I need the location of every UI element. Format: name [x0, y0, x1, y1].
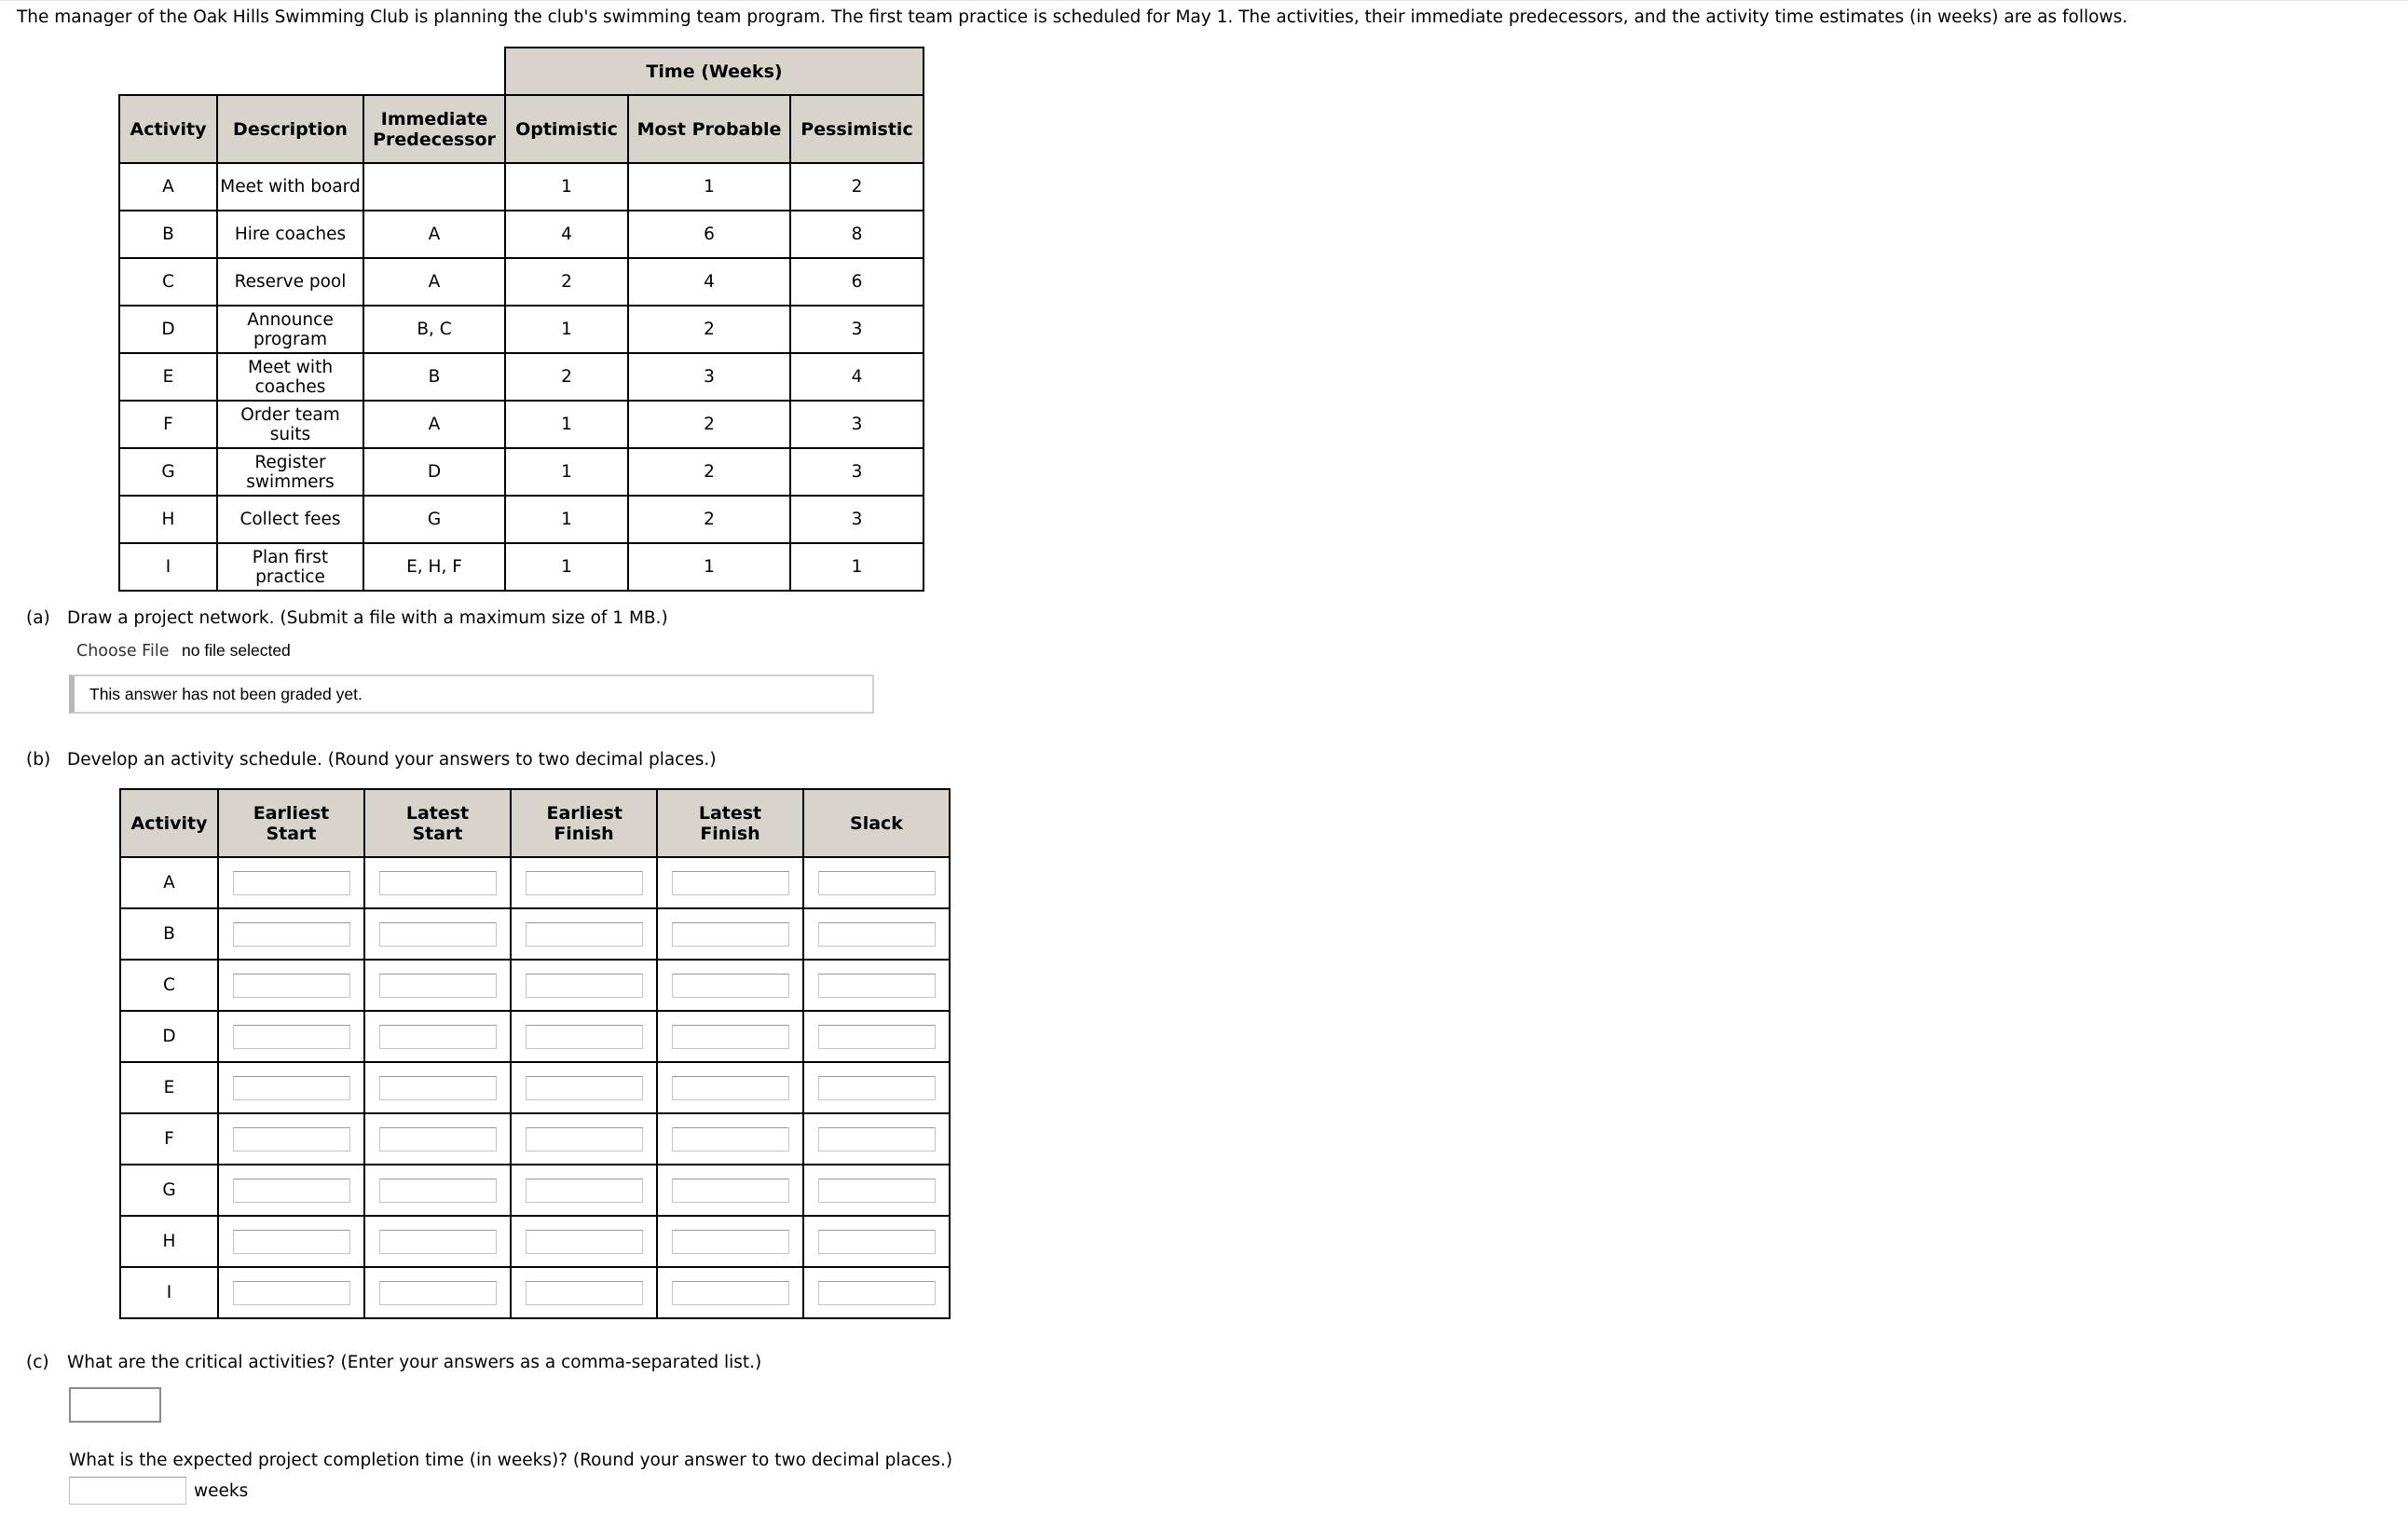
description-cell: Hire coaches	[217, 211, 363, 258]
predecessor-cell	[363, 163, 505, 211]
latest-finish-input[interactable]	[672, 1127, 789, 1152]
schedule-cell	[803, 1165, 950, 1216]
col-header-activity: Activity	[120, 789, 218, 857]
schedule-cell	[511, 1165, 657, 1216]
slack-input[interactable]	[818, 1230, 936, 1254]
activity-cell: H	[120, 1216, 218, 1267]
schedule-cell	[364, 1113, 511, 1165]
estimates-body	[119, 163, 924, 591]
pessimistic-cell: 3	[790, 306, 924, 353]
schedule-cell	[803, 960, 950, 1011]
part-b-text: Develop an activity schedule. (Round your answers to two decimal places.)	[67, 750, 717, 770]
activity-cell: G	[120, 1165, 218, 1216]
optimistic-cell: 4	[505, 211, 628, 258]
optimistic-cell: 2	[505, 258, 628, 306]
pessimistic-cell: 1	[790, 543, 924, 591]
weeks-unit-label: weeks	[194, 1481, 249, 1501]
part-a-label: (a)	[26, 608, 50, 628]
most-probable-cell: 1	[628, 543, 790, 591]
latest-finish-input[interactable]	[672, 922, 789, 947]
col-header-latest-finish: Latest Finish	[657, 789, 803, 857]
most-probable-cell: 4	[628, 258, 790, 306]
slack-input[interactable]	[818, 871, 936, 895]
schedule-cell	[657, 1165, 803, 1216]
schedule-cell	[657, 960, 803, 1011]
latest-start-input[interactable]	[379, 871, 497, 895]
schedule-cell	[511, 1216, 657, 1267]
activity-cell: E	[120, 1062, 218, 1113]
col-header-slack: Slack	[803, 789, 950, 857]
schedule-cell	[218, 908, 364, 960]
latest-start-input[interactable]	[379, 1025, 497, 1049]
schedule-cell	[803, 908, 950, 960]
schedule-cell	[803, 857, 950, 908]
part-c-question	[26, 1353, 761, 1372]
schedule-cell	[511, 1267, 657, 1318]
pessimistic-cell: 3	[790, 401, 924, 448]
earliest-finish-input[interactable]	[526, 922, 643, 947]
schedule-row	[120, 1011, 950, 1062]
activity-cell: D	[120, 1011, 218, 1062]
pessimistic-cell: 8	[790, 211, 924, 258]
earliest-start-input[interactable]	[233, 1127, 350, 1152]
predecessor-cell: A	[363, 211, 505, 258]
earliest-start-input[interactable]	[233, 1281, 350, 1305]
critical-activities-input[interactable]	[69, 1387, 161, 1423]
schedule-cell	[657, 1267, 803, 1318]
col-header-earliest-finish: Earliest Finish	[511, 789, 657, 857]
latest-start-input[interactable]	[379, 1179, 497, 1203]
schedule-cell	[803, 1062, 950, 1113]
schedule-cell	[803, 1113, 950, 1165]
table-row	[119, 353, 924, 401]
activity-cell: H	[119, 496, 217, 543]
activity-cell: I	[120, 1267, 218, 1318]
description-cell: Order team suits	[217, 401, 363, 448]
optimistic-cell: 1	[505, 401, 628, 448]
schedule-cell	[803, 1216, 950, 1267]
schedule-row	[120, 1267, 950, 1318]
schedule-cell	[657, 908, 803, 960]
most-probable-cell: 2	[628, 448, 790, 496]
latest-finish-input[interactable]	[672, 1025, 789, 1049]
activity-cell: B	[120, 908, 218, 960]
schedule-cell	[511, 1113, 657, 1165]
most-probable-cell: 1	[628, 163, 790, 211]
table-row	[119, 496, 924, 543]
slack-input[interactable]	[818, 1179, 936, 1203]
latest-finish-input[interactable]	[672, 974, 789, 998]
slack-input[interactable]	[818, 1025, 936, 1049]
earliest-start-input[interactable]	[233, 974, 350, 998]
schedule-cell	[803, 1267, 950, 1318]
activity-cell: A	[119, 163, 217, 211]
activity-schedule-table	[119, 788, 951, 1319]
schedule-cell	[511, 908, 657, 960]
schedule-row	[120, 1165, 950, 1216]
file-status: no file selected	[182, 641, 291, 660]
schedule-cell	[218, 1267, 364, 1318]
description-cell: Meet with board	[217, 163, 363, 211]
activity-cell: E	[119, 353, 217, 401]
optimistic-cell: 1	[505, 496, 628, 543]
problem-intro: The manager of the Oak Hills Swimming Club is planning the club's swimming team program. The first team practice is scheduled for May 1. The activities, their immediate predecessors, and the activity time estimates (in weeks) are as follows.	[17, 7, 2128, 27]
schedule-cell	[364, 1165, 511, 1216]
pessimistic-cell: 3	[790, 496, 924, 543]
schedule-cell	[657, 1216, 803, 1267]
col-header-description: Description	[217, 95, 363, 163]
latest-finish-input[interactable]	[672, 1230, 789, 1254]
part-a-question	[26, 608, 668, 628]
schedule-cell	[218, 1011, 364, 1062]
part-b-question	[26, 750, 717, 770]
schedule-cell	[218, 1113, 364, 1165]
file-upload	[76, 641, 291, 661]
description-cell: Meet with coaches	[217, 353, 363, 401]
earliest-start-input[interactable]	[233, 1025, 350, 1049]
col-header-optimistic: Optimistic	[505, 95, 628, 163]
col-header-earliest-start: Earliest Start	[218, 789, 364, 857]
description-cell: Announce program	[217, 306, 363, 353]
table-row	[119, 448, 924, 496]
most-probable-cell: 2	[628, 496, 790, 543]
activity-cell: C	[119, 258, 217, 306]
most-probable-cell: 3	[628, 353, 790, 401]
schedule-cell	[657, 1011, 803, 1062]
latest-start-input[interactable]	[379, 922, 497, 947]
activity-cell: F	[120, 1113, 218, 1165]
predecessor-cell: A	[363, 258, 505, 306]
latest-start-input[interactable]	[379, 1281, 497, 1305]
earliest-finish-input[interactable]	[526, 1179, 643, 1203]
schedule-cell	[364, 908, 511, 960]
most-probable-cell: 6	[628, 211, 790, 258]
table-row	[119, 163, 924, 211]
latest-finish-input[interactable]	[672, 1076, 789, 1100]
schedule-row	[120, 1113, 950, 1165]
earliest-start-input[interactable]	[233, 1230, 350, 1254]
schedule-cell	[364, 857, 511, 908]
slack-input[interactable]	[818, 1127, 936, 1152]
activity-cell: D	[119, 306, 217, 353]
activity-cell: I	[119, 543, 217, 591]
earliest-finish-input[interactable]	[526, 1076, 643, 1100]
predecessor-cell: D	[363, 448, 505, 496]
schedule-cell	[218, 1062, 364, 1113]
latest-start-input[interactable]	[379, 1127, 497, 1152]
slack-input[interactable]	[818, 922, 936, 947]
schedule-row	[120, 908, 950, 960]
optimistic-cell: 1	[505, 448, 628, 496]
predecessor-cell: G	[363, 496, 505, 543]
schedule-cell	[218, 960, 364, 1011]
schedule-cell	[657, 1062, 803, 1113]
earliest-start-input[interactable]	[233, 922, 350, 947]
schedule-row	[120, 1062, 950, 1113]
schedule-cell	[657, 857, 803, 908]
schedule-cell	[218, 857, 364, 908]
part-c-label: (c)	[26, 1353, 49, 1372]
latest-finish-input[interactable]	[672, 1281, 789, 1305]
most-probable-cell: 2	[628, 306, 790, 353]
choose-file-button[interactable]: Choose File	[76, 642, 170, 661]
graded-note: This answer has not been graded yet.	[69, 675, 874, 714]
slack-input[interactable]	[818, 1076, 936, 1100]
schedule-cell	[803, 1011, 950, 1062]
schedule-cell	[364, 1062, 511, 1113]
table-row	[119, 543, 924, 591]
activity-cell: C	[120, 960, 218, 1011]
col-header-predecessor: Immediate Predecessor	[363, 95, 505, 163]
schedule-cell	[218, 1216, 364, 1267]
most-probable-cell: 2	[628, 401, 790, 448]
schedule-cell	[511, 960, 657, 1011]
latest-start-input[interactable]	[379, 1230, 497, 1254]
schedule-row	[120, 857, 950, 908]
predecessor-cell: A	[363, 401, 505, 448]
table-row	[119, 211, 924, 258]
table-row	[119, 401, 924, 448]
latest-start-input[interactable]	[379, 1076, 497, 1100]
completion-time-question: What is the expected project completion time (in weeks)? (Round your answer to two decimal places.)	[69, 1451, 953, 1470]
earliest-finish-input[interactable]	[526, 1025, 643, 1049]
earliest-finish-input[interactable]	[526, 871, 643, 895]
predecessor-cell: E, H, F	[363, 543, 505, 591]
table-row	[119, 306, 924, 353]
pessimistic-cell: 4	[790, 353, 924, 401]
col-header-latest-start: Latest Start	[364, 789, 511, 857]
optimistic-cell: 1	[505, 163, 628, 211]
optimistic-cell: 2	[505, 353, 628, 401]
activity-cell: B	[119, 211, 217, 258]
slack-input[interactable]	[818, 974, 936, 998]
part-b-label: (b)	[26, 750, 51, 770]
earliest-start-input[interactable]	[233, 871, 350, 895]
optimistic-cell: 1	[505, 543, 628, 591]
predecessor-cell: B	[363, 353, 505, 401]
time-weeks-header: Time (Weeks)	[505, 48, 924, 95]
schedule-row	[120, 960, 950, 1011]
pessimistic-cell: 2	[790, 163, 924, 211]
slack-input[interactable]	[818, 1281, 936, 1305]
schedule-cell	[364, 1216, 511, 1267]
schedule-cell	[511, 857, 657, 908]
col-header-activity: Activity	[119, 95, 217, 163]
col-header-most-probable: Most Probable	[628, 95, 790, 163]
earliest-start-input[interactable]	[233, 1076, 350, 1100]
schedule-row	[120, 1216, 950, 1267]
schedule-cell	[364, 1011, 511, 1062]
part-c-text: What are the critical activities? (Enter your answers as a comma-separated list.)	[67, 1353, 762, 1372]
activity-estimates-table	[118, 47, 924, 592]
table-row	[119, 258, 924, 306]
latest-start-input[interactable]	[379, 974, 497, 998]
schedule-cell	[218, 1165, 364, 1216]
completion-time-input[interactable]	[69, 1477, 186, 1505]
schedule-cell	[364, 1267, 511, 1318]
pessimistic-cell: 3	[790, 448, 924, 496]
schedule-cell	[364, 960, 511, 1011]
description-cell: Register swimmers	[217, 448, 363, 496]
earliest-finish-input[interactable]	[526, 1281, 643, 1305]
table-corner-blank	[119, 48, 505, 95]
activity-cell: A	[120, 857, 218, 908]
activity-cell: F	[119, 401, 217, 448]
description-cell: Collect fees	[217, 496, 363, 543]
top-divider	[0, 0, 2408, 1]
pessimistic-cell: 6	[790, 258, 924, 306]
schedule-cell	[511, 1062, 657, 1113]
part-a-text: Draw a project network. (Submit a file with a maximum size of 1 MB.)	[67, 608, 668, 628]
schedule-cell	[657, 1113, 803, 1165]
earliest-finish-input[interactable]	[526, 974, 643, 998]
optimistic-cell: 1	[505, 306, 628, 353]
activity-cell: G	[119, 448, 217, 496]
latest-finish-input[interactable]	[672, 871, 789, 895]
col-header-pessimistic: Pessimistic	[790, 95, 924, 163]
earliest-start-input[interactable]	[233, 1179, 350, 1203]
latest-finish-input[interactable]	[672, 1179, 789, 1203]
schedule-cell	[511, 1011, 657, 1062]
earliest-finish-input[interactable]	[526, 1127, 643, 1152]
description-cell: Plan first practice	[217, 543, 363, 591]
schedule-body	[120, 857, 950, 1318]
earliest-finish-input[interactable]	[526, 1230, 643, 1254]
predecessor-cell: B, C	[363, 306, 505, 353]
description-cell: Reserve pool	[217, 258, 363, 306]
